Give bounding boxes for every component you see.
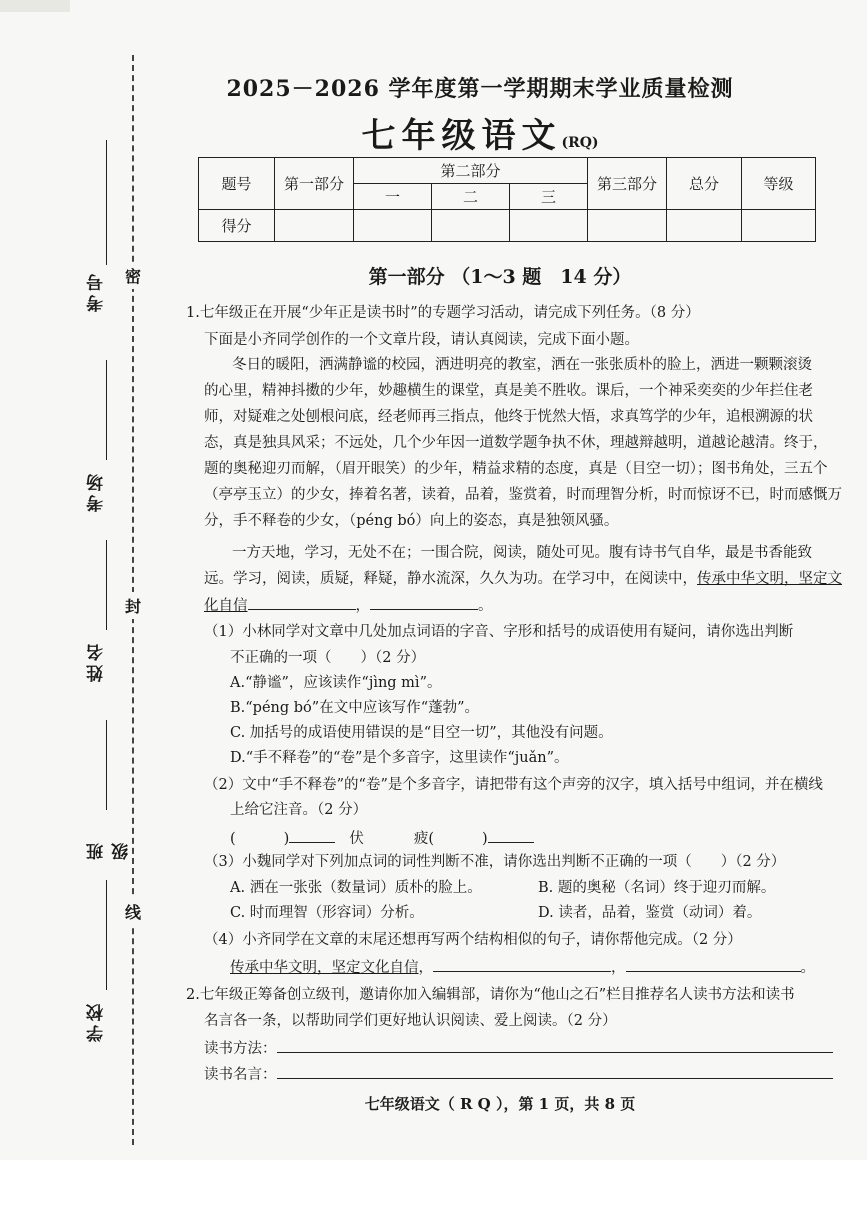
score-table-part2-3: 三	[510, 184, 588, 210]
sub2-answer-row	[230, 828, 534, 849]
score-cell-grade[interactable]	[742, 210, 816, 242]
score-table-header-label: 题号	[199, 158, 275, 210]
passage-line: 师，对疑难之处刨根问底，经老师再三指点，他终于恍然大悟，求真笃学的少年，追根溯源的状	[204, 409, 813, 425]
passage-line: （亭亭玉立）的少女，捧着名著，读着，品着，鉴赏着，时而理智分析，时而惊讶不已，时而感慨万	[204, 487, 842, 503]
sub4-blank-2[interactable]	[626, 957, 801, 972]
binding-word-feng: 封	[124, 592, 142, 619]
score-table-total: 总分	[667, 158, 742, 210]
passage-line: 分，手不释卷的少女，（péng bó）向上的姿态，真是独领风骚。	[204, 513, 619, 529]
sub3-option-a: A. 洒在一张张（数量词）质朴的脸上。	[230, 880, 482, 896]
field-exam-room-line[interactable]	[106, 360, 107, 460]
reading-method-blank[interactable]	[277, 1038, 833, 1053]
paren-close-2: )	[482, 831, 488, 847]
passage2-underlined: 传承中华文明，坚定文	[697, 571, 842, 587]
field-class-label: 班级	[87, 839, 132, 860]
sub2-stem-2: 上给它注音。（2 分）	[230, 802, 368, 818]
sub2-stem: （2）文中“手不释卷”的“卷”是个多音字，请把带有这个声旁的汉字，填入括号中组词，并在横线	[204, 777, 823, 793]
field-school-label: 学校	[87, 1000, 107, 1042]
sub4-stem: （4）小齐同学在文章的末尾还想再写两个结构相似的句子，请你帮他完成。（2 分）	[204, 932, 742, 948]
given-char-2: 疲	[413, 831, 429, 847]
scan-edge-mark	[0, 0, 70, 12]
q2-quote-row	[204, 1064, 833, 1085]
field-name-label: 姓名	[87, 640, 107, 682]
binding-word-mi: 密	[124, 262, 142, 289]
pinyin-blank-2[interactable]	[488, 828, 534, 843]
q2-stem-2: 名言各一条，以帮助同学们更好地认识阅读、爱上阅读。（2 分）	[204, 1013, 617, 1029]
q2-stem: 2.七年级正筹备创立级刊，邀请你加入编辑部，请你为“他山之石”栏目推荐名人读书方法和读书	[186, 987, 795, 1003]
field-class-line[interactable]	[106, 720, 107, 810]
score-cell-part2-1[interactable]	[354, 210, 432, 242]
field-exam-room-label: 考场	[87, 470, 107, 512]
q1-intro: 下面是小齐同学创作的一个文章片段，请认真阅读，完成下面小题。	[204, 332, 639, 348]
blank-sentence-2[interactable]	[370, 595, 478, 610]
reading-quote-blank[interactable]	[277, 1064, 833, 1079]
blank-period: 。	[478, 598, 493, 614]
field-exam-number-label: 考号	[87, 270, 107, 312]
reading-method-label: 读书方法：	[204, 1041, 277, 1057]
sub4-comma-2: ，	[611, 960, 626, 976]
passage2-line	[204, 595, 493, 616]
page-bottom-margin	[0, 1160, 867, 1228]
passage-line: 题的奥秘迎刃而解，（眉开眼笑）的少年，精益求精的态度，真是（目空一切）；图书角处，三五个	[204, 461, 828, 477]
blank-sentence-1[interactable]	[248, 595, 356, 610]
sub3-option-c: C. 时而理智（形容词）分析。	[230, 905, 424, 921]
sub3-stem: （3）小魏同学对下列加点词的词性判断不准，请你选出判断不正确的一项（ ）（2 分）	[204, 854, 786, 870]
sub1-stem: （1）小林同学对文章中几处加点词语的字音、字形和括号的成语使用有疑问，请你选出判断	[204, 624, 794, 640]
sub1-option-b: B.“péng bó”在文中应该写作“蓬勃”。	[230, 700, 480, 716]
score-cell-part2-2[interactable]	[432, 210, 510, 242]
score-table	[198, 157, 816, 242]
sub3-option-d: D. 读者，品着，鉴赏（动词）着。	[538, 905, 762, 921]
sub1-stem-2: 不正确的一项（ ）（2 分）	[230, 650, 426, 666]
field-exam-number	[76, 140, 116, 340]
sub4-end: 。	[800, 960, 815, 976]
passage-line: 冬日的暖阳，洒满静谧的校园，洒进明亮的教室，洒在一张张质朴的脸上，洒进一颗颗滚烫	[232, 357, 812, 373]
score-table-part2: 第二部分	[354, 158, 588, 184]
binding-word-xian: 线	[124, 898, 142, 925]
sub4-blank-1[interactable]	[433, 957, 611, 972]
pinyin-blank-1[interactable]	[289, 828, 335, 843]
q1-stem: 1.七年级正在开展“少年正是读书时”的专题学习活动，请完成下列任务。（8 分）	[186, 305, 700, 321]
passage2-underlined-end: 化自信	[204, 598, 248, 614]
paren-open: (	[230, 831, 236, 847]
score-cell-part1[interactable]	[275, 210, 354, 242]
subject-code: (RQ)	[561, 135, 599, 151]
subject-title	[320, 108, 640, 157]
passage2-text: 远。学习，阅读，质疑，释疑，静水流深，久久为功。在学习中，在阅读中，	[204, 571, 697, 587]
score-table-part3: 第三部分	[588, 158, 667, 210]
exam-title: 2025－2026 学年度第一学期期末学业质量检测	[226, 76, 734, 102]
sub1-option-c: C. 加括号的成语使用错误的是“目空一切”，其他没有问题。	[230, 725, 613, 741]
score-table-part1: 第一部分	[275, 158, 354, 210]
field-school	[76, 880, 116, 1050]
passage2-line: 一方天地，学习，无处不在；一围合院，阅读，随处可见。腹有诗书气自华，最是书香能致	[232, 545, 812, 561]
score-table-score-label: 得分	[199, 210, 275, 242]
score-cell-part2-3[interactable]	[510, 210, 588, 242]
sub4-given: 传承中华文明，坚定文化自信	[230, 960, 419, 976]
field-name	[76, 540, 116, 700]
page-footer: 七年级语文（ R Q ），第 1 页，共 8 页	[364, 1095, 636, 1113]
field-exam-room	[76, 360, 116, 520]
field-exam-number-line[interactable]	[106, 140, 107, 265]
section-title: 第一部分 （1～3 题 14 分）	[368, 266, 632, 288]
field-class	[76, 720, 132, 860]
score-table-part2-1: 一	[354, 184, 432, 210]
sub4-comma: ，	[418, 960, 433, 976]
passage2-line	[204, 569, 842, 589]
q2-method-row	[204, 1038, 833, 1059]
field-name-line[interactable]	[106, 540, 107, 630]
paren-close: )	[283, 831, 290, 847]
blank-comma: ，	[355, 598, 370, 614]
passage-line: 的心里，精神抖擞的少年，妙趣横生的课堂，真是美不胜收。课后，一个神采奕奕的少年拦住老	[204, 383, 813, 399]
paren-open-2: (	[428, 831, 435, 847]
field-school-line[interactable]	[106, 880, 107, 990]
score-table-grade: 等级	[742, 158, 816, 210]
sub1-option-d: D.“手不释卷”的“卷”是个多音字，这里读作“juǎn”。	[230, 750, 569, 766]
sub1-option-a: A.“静谧”，应该读作“jìng mì”。	[230, 675, 442, 691]
sub3-option-b: B. 题的奥秘（名词）终于迎刃而解。	[538, 880, 776, 896]
score-cell-total[interactable]	[667, 210, 742, 242]
score-table-part2-2: 二	[432, 184, 510, 210]
passage-line: 态，真是独具风采；不远处，几个少年因一道数学题争执不休，理越辩越明，道越论越清。终于，	[204, 435, 828, 451]
subject-name: 七年级语文	[361, 116, 562, 156]
sub4-answer-row	[230, 957, 815, 978]
score-cell-part3[interactable]	[588, 210, 667, 242]
given-char-1: 伏	[349, 831, 364, 847]
reading-quote-label: 读书名言：	[204, 1067, 277, 1083]
